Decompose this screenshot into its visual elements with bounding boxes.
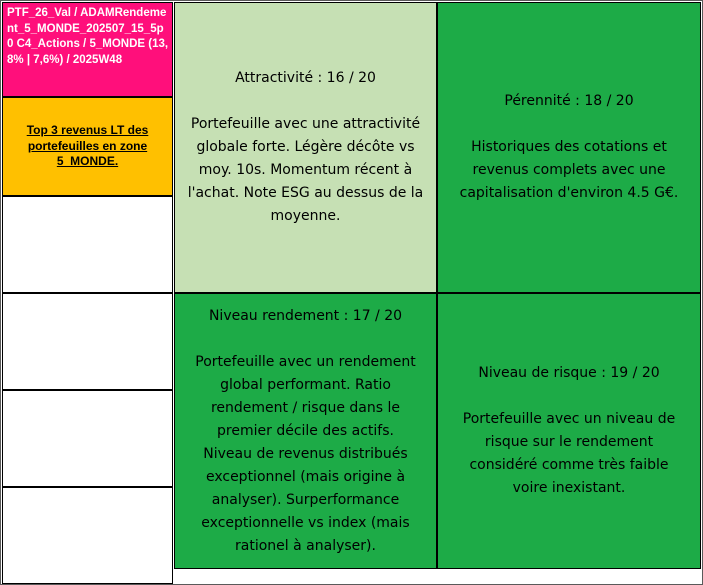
perennite-heading: Pérennité : 18 / 20: [504, 93, 634, 109]
portfolio-tag: [2, 2, 173, 97]
perennite-text: Historiques des cotations et revenus complets avec une capitalisation d'environ 4.5 G€.: [459, 139, 679, 201]
rendement-card: [174, 293, 437, 569]
rendement-text: Portefeuille avec un rendement global performant. Ratio rendement / risque dans le premier décile des actifs. Niveau de revenus distribués exceptionnel (mais origine à analyser). Surperformance exceptionnelle vs index (mais rationel à analyser).: [195, 353, 416, 554]
risque-heading: Niveau de risque : 19 / 20: [478, 365, 660, 381]
attractivite-text: Portefeuille avec une attractivité globale forte. Légère décôte vs moy. 10s. Momentum récent à l'achat. Note ESG au dessus de la moyenne.: [187, 116, 424, 224]
risque-card: [437, 293, 701, 569]
empty-cell: [2, 390, 173, 487]
empty-cell: [2, 293, 173, 390]
empty-cell: [2, 487, 173, 584]
report-title-text: Top 3 revenus LT des portefeuilles en zone 5_MONDE.: [26, 123, 149, 169]
empty-cell: [2, 196, 173, 293]
rendement-heading: Niveau rendement : 17 / 20: [208, 307, 403, 324]
report-title: [2, 97, 173, 196]
risque-text: Portefeuille avec un niveau de risque sur le rendement considéré comme très faible voire inexistant.: [462, 411, 676, 496]
attractivite-card: [174, 2, 437, 293]
attractivite-heading: Attractivité : 16 / 20: [235, 70, 376, 86]
perennite-card: [437, 2, 701, 293]
portfolio-tag-text: PTF_26_Val / ADAMRendement_5_MONDE_202507_15_5p0 C4_Actions / 5_MONDE (13,8% | 7,6%) / 2025W48: [7, 7, 169, 66]
